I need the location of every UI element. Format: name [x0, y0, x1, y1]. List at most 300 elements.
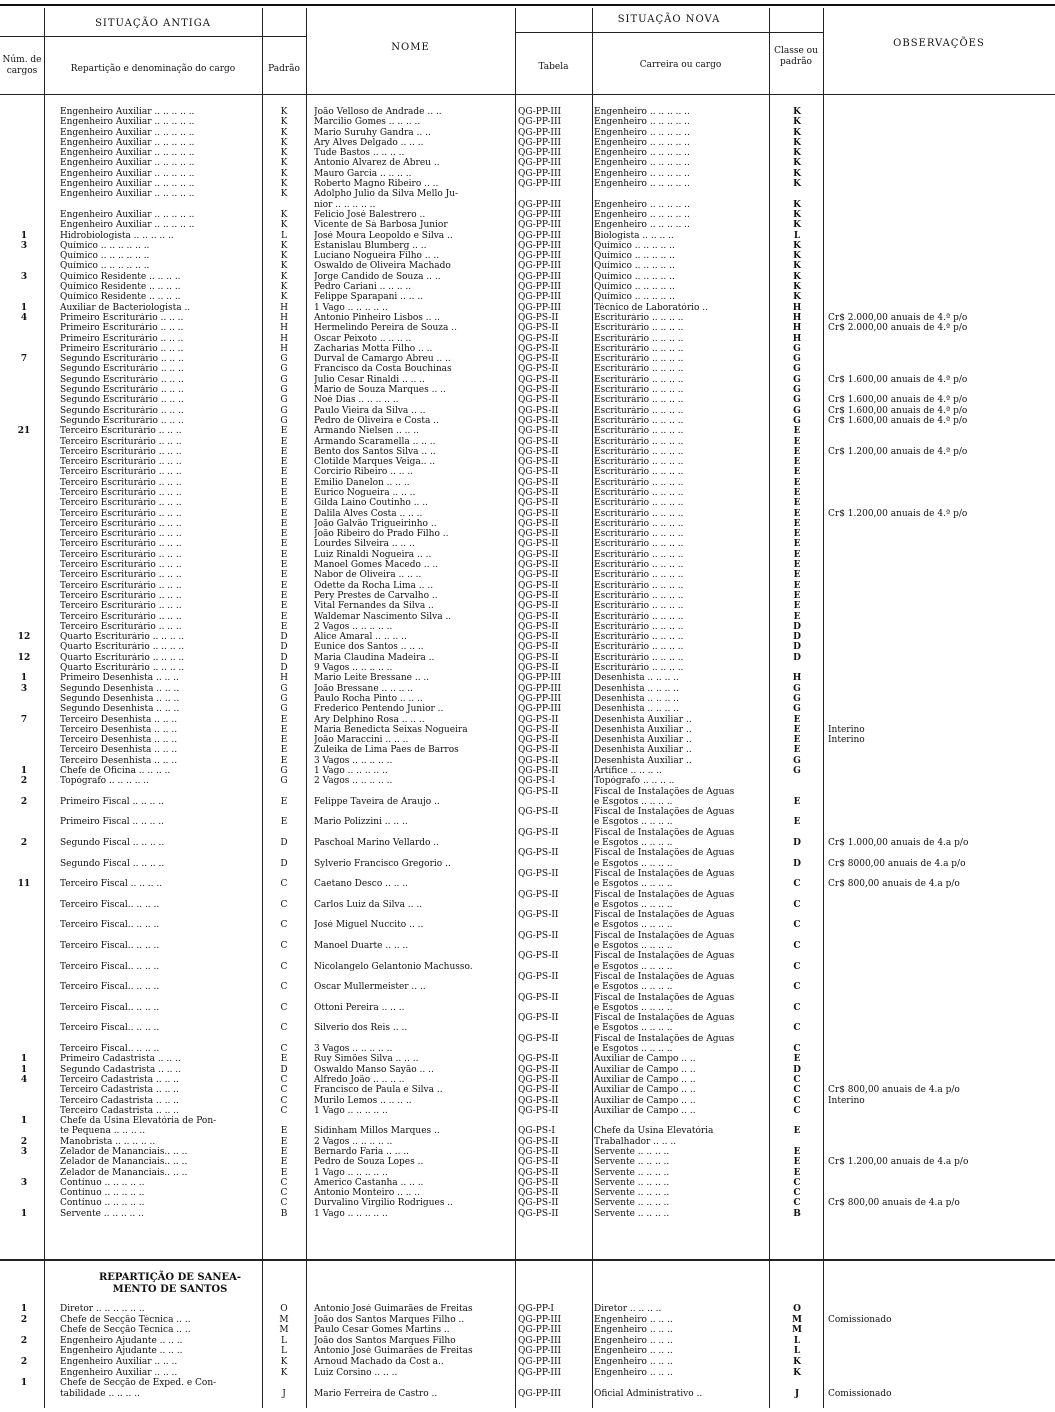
padrao-cell: C — [280, 1002, 288, 1013]
padrao-cell: C — [280, 1023, 288, 1034]
carreira-cell: Escriturário .. .. .. .. — [594, 652, 684, 663]
padrao-cell: C — [280, 1188, 288, 1199]
table-row — [0, 1054, 1055, 1064]
carreira-cell: Escriturário .. .. .. .. — [594, 477, 684, 488]
num-cargos-cell: 1 — [20, 1064, 28, 1075]
classe-cell: H — [792, 302, 802, 313]
nome-cell: Tude Bastos .. .. .. .. — [314, 148, 405, 159]
reparticao-cell: Terceiro Escriturário .. .. .. — [60, 467, 182, 478]
tabela-cell: QG-PS-II — [518, 621, 559, 632]
carreira-cell: Servente .. .. .. .. — [594, 1167, 670, 1178]
num-cargos-cell: 3 — [20, 1146, 28, 1157]
padrao-cell: E — [280, 467, 288, 478]
classe-cell: E — [793, 724, 801, 735]
table-row — [0, 1188, 1055, 1198]
table-row — [0, 797, 1055, 807]
padrao-cell: E — [280, 426, 288, 437]
num-cargos-cell: 1 — [20, 1116, 28, 1127]
padrao-cell: K — [280, 220, 288, 231]
carreira-cell: e Esgotos .. .. .. .. — [594, 1044, 673, 1055]
classe-cell: E — [793, 1126, 801, 1137]
table-row — [0, 406, 1055, 416]
padrao-cell: K — [280, 107, 288, 117]
num-cargos-cell: 2 — [20, 776, 28, 787]
table-row — [0, 303, 1055, 313]
table-row — [0, 900, 1055, 910]
padrao-cell: G — [280, 385, 288, 396]
reparticao-cell: Engenheiro Auxiliar .. .. .. .. .. — [60, 158, 195, 169]
padrao-cell: C — [280, 879, 288, 890]
tabela-cell: QG-PS-II — [518, 910, 559, 921]
carreira-cell: Químico .. .. .. .. .. — [594, 292, 675, 303]
reparticao-cell: Primeiro Escriturário .. .. .. — [60, 333, 184, 344]
table-row — [0, 745, 1055, 755]
header-observacoes: OBSERVAÇÕES — [893, 38, 985, 49]
nome-cell: Arnoud Machado da Cost a.. — [314, 1356, 444, 1367]
padrao-cell: D — [280, 652, 288, 663]
table-row — [0, 189, 1055, 199]
classe-cell: D — [793, 858, 801, 869]
carreira-cell: Escriturário .. .. .. .. — [594, 467, 684, 478]
padrao-cell: K — [280, 240, 288, 251]
nome-cell: Armando Scaramella .. .. .. — [314, 436, 436, 447]
nome-cell: José Miguel Nuccito .. .. — [314, 920, 424, 931]
header-bottom-rule — [0, 94, 1055, 95]
carreira-cell: Engenheiro .. .. .. — [594, 1346, 673, 1357]
classe-cell: E — [793, 529, 801, 540]
tabela-cell: QG-PS-II — [518, 1157, 559, 1168]
padrao-cell: C — [280, 1095, 288, 1106]
tabela-cell: QG-PS-II — [518, 1208, 559, 1219]
reparticao-cell: Primeiro Cadastrista .. .. .. — [60, 1054, 181, 1065]
padrao-cell: E — [280, 817, 288, 828]
classe-cell: C — [793, 1198, 801, 1209]
classe-cell: G — [793, 693, 801, 704]
num-cargos-cell: 11 — [17, 879, 31, 890]
tabela-cell: QG-PS-II — [518, 570, 559, 581]
table-row — [0, 385, 1055, 395]
classe-cell: E — [793, 714, 801, 725]
classe-cell: E — [793, 735, 801, 746]
carreira-cell: Desenhista .. .. .. .. — [594, 693, 679, 704]
nome-cell: Felicio José Balestrero .. — [314, 209, 426, 220]
reparticao-cell: Terceiro Fiscal.. .. .. .. — [60, 1002, 160, 1013]
reparticao-cell: Terceiro Escriturário .. .. .. — [60, 426, 182, 437]
padrao-cell: E — [280, 601, 288, 612]
carreira-cell: Engenheiro .. .. .. .. .. — [594, 137, 690, 148]
reparticao-cell: Químico .. .. .. .. .. .. — [60, 240, 150, 251]
tabela-cell: QG-PP-I — [518, 1304, 554, 1314]
nome-cell: Frederico Pentendo Junior .. — [314, 704, 444, 715]
nome-cell: José Moura Leopoldo e Silva .. — [314, 230, 453, 241]
carreira-cell: Servente .. .. .. .. — [594, 1146, 670, 1157]
classe-cell: K — [793, 292, 801, 303]
padrao-cell: H — [280, 302, 288, 313]
classe-cell: E — [793, 477, 801, 488]
table-row — [0, 313, 1055, 323]
reparticao-cell: Segundo Cadastrista .. .. .. — [60, 1064, 182, 1075]
tabela-cell: QG-PS-II — [518, 755, 559, 766]
reparticao-cell: Segundo Escriturário .. .. .. — [60, 374, 184, 385]
tabela-cell: QG-PP-III — [518, 1314, 562, 1325]
classe-cell: K — [793, 209, 801, 220]
classe-cell: H — [792, 312, 802, 323]
carreira-cell: Escriturário .. .. .. .. — [594, 590, 684, 601]
reparticao-cell: Segundo Desenhista .. .. .. — [60, 683, 180, 694]
table-row — [0, 993, 1055, 1003]
tabela-cell: QG-PS-II — [518, 1188, 559, 1199]
padrao-cell: E — [280, 1136, 288, 1147]
nome-cell: 1 Vago .. .. .. .. .. — [314, 1208, 388, 1219]
reparticao-cell: Terceiro Escriturário .. .. .. — [60, 560, 182, 571]
carreira-cell: Escriturário .. .. .. .. — [594, 323, 684, 334]
table-row — [0, 1085, 1055, 1095]
tabela-cell: QG-PS-II — [518, 827, 559, 838]
carreira-cell: Escriturário .. .. .. .. — [594, 333, 684, 344]
tabela-cell: QG-PP-III — [518, 168, 562, 179]
observacao-cell: Cr$ 1.200,00 anuais de 4.ª p/o — [828, 446, 968, 457]
nome-cell: Manoel Gomes Macedo .. .. — [314, 560, 439, 571]
carreira-cell: e Esgotos .. .. .. .. — [594, 961, 673, 972]
nome-cell: Ary Alves Delgado .. .. .. — [314, 137, 424, 148]
carreira-cell: Escriturário .. .. .. .. — [594, 457, 684, 468]
reparticao-cell: Servente .. .. .. .. .. — [60, 1208, 144, 1219]
tabela-cell: QG-PS-II — [518, 590, 559, 601]
table-row — [0, 210, 1055, 220]
tabela-cell: QG-PS-II — [518, 436, 559, 447]
classe-cell: G — [793, 354, 801, 365]
table-row — [0, 663, 1055, 673]
table-row — [0, 776, 1055, 786]
nome-cell: Antonio Alvarez de Abreu .. — [314, 158, 440, 169]
table-row — [0, 1168, 1055, 1178]
table-row — [0, 879, 1055, 889]
classe-cell: C — [793, 1044, 801, 1055]
carreira-cell: Escriturário .. .. .. .. — [594, 374, 684, 385]
reparticao-cell: Segundo Desenhista .. .. .. — [60, 704, 180, 715]
reparticao-cell: Terceiro Fiscal.. .. .. .. — [60, 961, 160, 972]
carreira-cell: Escriturário .. .. .. .. — [594, 364, 684, 375]
carreira-cell: Escriturário .. .. .. .. — [594, 343, 684, 354]
reparticao-cell: Quarto Escriturário .. .. .. .. — [60, 642, 185, 653]
table-row — [0, 169, 1055, 179]
reparticao-cell: Zelador de Mananciais.. .. .. — [60, 1146, 188, 1157]
reparticao-cell: Chefe de Oficina .. .. .. .. — [60, 766, 171, 776]
reparticao-cell: Engenheiro Auxiliar .. .. .. — [60, 1367, 178, 1378]
carreira-cell: Químico .. .. .. .. .. — [594, 251, 675, 262]
reparticao-cell: Terceiro Escriturário .. .. .. — [60, 457, 182, 468]
observacao-cell: Cr$ 2.000,00 anuais de 4.ª p/o — [828, 312, 968, 323]
classe-cell: K — [793, 1367, 801, 1378]
carreira-cell: Escriturário .. .. .. .. — [594, 395, 684, 406]
classe-cell: E — [793, 436, 801, 447]
reparticao-cell: Contínuo .. .. .. .. .. — [60, 1177, 145, 1188]
carreira-cell: Engenheiro .. .. .. .. .. — [594, 148, 690, 159]
carreira-cell: e Esgotos .. .. .. .. — [594, 796, 673, 807]
nome-cell: João Maraccini .. .. .. — [314, 735, 409, 746]
padrao-cell: G — [280, 364, 288, 375]
table-row — [0, 704, 1055, 714]
tabela-cell: QG-PS-II — [518, 1033, 559, 1044]
reparticao-cell: Químico Residente .. .. .. .. — [60, 292, 181, 303]
nome-cell: 1 Vago .. .. .. .. .. — [314, 302, 388, 313]
reparticao-cell: Terceiro Escriturário .. .. .. — [60, 477, 182, 488]
num-cargos-cell: 3 — [20, 683, 28, 694]
reparticao-cell: Terceiro Cadastrista .. .. .. — [60, 1074, 179, 1085]
tabela-cell: QG-PS-II — [518, 1085, 559, 1096]
classe-cell: D — [793, 652, 801, 663]
classe-cell: D — [793, 1064, 801, 1075]
num-cargos-cell: 2 — [20, 838, 28, 849]
observacao-cell: Cr$ 1.200,00 anuais de 4.a p/o — [828, 1157, 969, 1168]
classe-cell: E — [793, 498, 801, 509]
reparticao-cell: Terceiro Escriturário .. .. .. — [60, 487, 182, 498]
carreira-cell: Escriturário .. .. .. .. — [594, 487, 684, 498]
reparticao-cell: Primeiro Desenhista .. .. .. — [60, 673, 179, 684]
reparticao-cell: Terceiro Escriturário .. .. .. — [60, 529, 182, 540]
reparticao-cell: Terceiro Fiscal.. .. .. .. — [60, 941, 160, 952]
table-row — [0, 117, 1055, 127]
section-separator — [0, 1259, 1055, 1261]
carreira-cell: Engenheiro .. .. .. .. .. — [594, 179, 690, 190]
reparticao-cell: Químico .. .. .. .. .. .. — [60, 251, 150, 262]
classe-cell: C — [793, 1188, 801, 1199]
table-row — [0, 1315, 1055, 1326]
classe-cell: H — [792, 323, 802, 334]
nome-cell: 1 Vago .. .. .. .. .. — [314, 1105, 388, 1116]
carreira-cell: Engenheiro .. .. .. .. .. — [594, 199, 690, 210]
classe-cell: E — [793, 745, 801, 756]
reparticao-cell: Terceiro Escriturário .. .. .. — [60, 549, 182, 560]
nome-cell: Noé Dias .. .. .. .. .. — [314, 395, 399, 406]
nome-cell: Sylverio Francisco Gregorio .. — [314, 858, 451, 869]
padrao-cell: E — [280, 477, 288, 488]
padrao-cell: K — [280, 209, 288, 220]
carreira-cell: Escriturário .. .. .. .. — [594, 415, 684, 426]
padrao-cell: L — [281, 230, 287, 241]
classe-cell: K — [793, 117, 801, 128]
observacao-cell: Cr$ 1.600,00 anuais de 4.ª p/o — [828, 374, 968, 385]
tabela-cell: QG-PS-II — [518, 848, 559, 859]
carreira-cell: Escriturário .. .. .. .. — [594, 498, 684, 509]
table-row — [0, 694, 1055, 704]
reparticao-cell: Primeiro Escriturário .. .. .. — [60, 323, 184, 334]
tabela-cell: QG-PS-II — [518, 508, 559, 519]
table-row — [0, 231, 1055, 241]
tabela-cell: QG-PS-II — [518, 1013, 559, 1024]
classe-cell: G — [793, 755, 801, 766]
observacao-cell: Cr$ 800,00 anuais de 4.a p/o — [828, 879, 960, 890]
tabela-cell: QG-PS-II — [518, 385, 559, 396]
classe-cell: E — [793, 1146, 801, 1157]
carreira-cell: Biologista .. .. .. .. — [594, 230, 674, 241]
carreira-cell: Fiscal de Instalações de Águas — [594, 786, 735, 797]
carreira-cell: Escriturário .. .. .. .. — [594, 549, 684, 560]
table-row — [0, 962, 1055, 972]
tabela-cell: QG-PS-II — [518, 477, 559, 488]
tabela-cell: QG-PP-III — [518, 148, 562, 159]
nome-cell: Mario de Souza Marques .. .. — [314, 385, 446, 396]
nome-cell: Ottoni Pereira .. .. .. — [314, 1002, 405, 1013]
table-row — [0, 1304, 1055, 1315]
padrao-cell: H — [280, 673, 288, 684]
table-row — [0, 828, 1055, 838]
nome-cell: Luiz Rinaldi Nogueira .. .. — [314, 549, 432, 560]
carreira-cell: Escriturário .. .. .. .. — [594, 529, 684, 540]
carreira-cell: Escriturário .. .. .. .. — [594, 508, 684, 519]
tabela-cell: QG-PS-I — [518, 776, 555, 787]
carreira-cell: Fiscal de Instalações de Águas — [594, 868, 735, 879]
padrao-cell: E — [280, 1126, 288, 1137]
padrao-cell: E — [280, 590, 288, 601]
tabela-cell: QG-PS-II — [518, 632, 559, 643]
carreira-cell: Escriturário .. .. .. .. — [594, 405, 684, 416]
reparticao-cell: Chefe de Secção Técnica .. .. — [60, 1314, 191, 1325]
nome-cell: Nicolangelo Gelantonio Machusso. — [314, 961, 473, 972]
table-row — [0, 756, 1055, 766]
observacao-cell: Cr$ 1.200,00 anuais de 4.ª p/o — [828, 508, 968, 519]
tabela-cell: QG-PP-III — [518, 292, 562, 303]
table-row — [0, 200, 1055, 210]
tabela-cell: QG-PP-III — [518, 1335, 562, 1346]
nome-cell: João Velloso de Andrade .. .. — [314, 107, 442, 117]
nome-cell: Paulo Cesar Gomes Martins .. — [314, 1325, 450, 1336]
nome-cell: Vital Fernandes da Silva .. — [314, 601, 434, 612]
tabela-cell: QG-PS-II — [518, 467, 559, 478]
reparticao-cell: Terceiro Cadastrista .. .. .. — [60, 1095, 179, 1106]
carreira-cell: Escriturário .. .. .. .. — [594, 446, 684, 457]
reparticao-cell: Engenheiro Auxiliar .. .. .. .. .. — [60, 209, 195, 220]
tabela-cell: QG-PP-III — [518, 230, 562, 241]
tabela-cell: QG-PS-II — [518, 333, 559, 344]
nome-cell: João Bressane .. .. .. .. — [314, 683, 413, 694]
nome-cell: Carlos Luiz da Silva .. .. — [314, 899, 423, 910]
carreira-cell: Engenheiro .. .. .. .. .. — [594, 107, 690, 117]
num-cargos-cell: 3 — [20, 271, 28, 282]
table-row — [0, 560, 1055, 570]
carreira-cell: Desenhista Auxiliar .. — [594, 714, 692, 725]
tabela-cell: QG-PS-II — [518, 539, 559, 550]
padrao-cell: K — [280, 292, 288, 303]
tabela-cell: QG-PS-II — [518, 529, 559, 540]
carreira-cell: Escriturário .. .. .. .. — [594, 539, 684, 550]
carreira-cell: Fiscal de Instalações de Águas — [594, 1033, 735, 1044]
carreira-cell: Engenheiro .. .. .. .. .. — [594, 220, 690, 231]
tabela-cell: QG-PS-II — [518, 1074, 559, 1085]
table-row — [0, 1116, 1055, 1126]
nome-cell: Bernardo Faria .. .. .. — [314, 1146, 410, 1157]
reparticao-cell: Terceiro Desenhista .. .. .. — [60, 755, 178, 766]
padrao-cell: E — [280, 529, 288, 540]
carreira-cell: Desenhista Auxiliar .. — [594, 724, 692, 735]
classe-cell: G — [793, 385, 801, 396]
padrao-cell: K — [280, 148, 288, 159]
classe-cell: C — [793, 920, 801, 931]
classe-cell: C — [793, 982, 801, 993]
carreira-cell: Servente .. .. .. .. — [594, 1157, 670, 1168]
padrao-cell: K — [280, 168, 288, 179]
classe-cell: D — [793, 621, 801, 632]
carreira-cell: Desenhista Auxiliar .. — [594, 735, 692, 746]
table-row — [0, 457, 1055, 467]
nome-cell: 9 Vagos .. .. .. .. .. — [314, 663, 393, 674]
nome-cell: Antonio José Guimarães de Freitas — [314, 1304, 473, 1314]
table-row — [0, 354, 1055, 364]
header-rule-left — [0, 36, 306, 37]
table-row — [0, 1357, 1055, 1368]
classe-cell: C — [793, 941, 801, 952]
nome-cell: Zuleika de Lima Paes de Barros — [314, 745, 459, 756]
carreira-cell: Escriturário .. .. .. .. — [594, 518, 684, 529]
tabela-cell: QG-PP-III — [518, 127, 562, 138]
num-cargos-cell: 21 — [17, 426, 31, 437]
padrao-cell: K — [280, 189, 288, 200]
carreira-cell: Escriturário .. .. .. .. — [594, 601, 684, 612]
tabela-cell: QG-PS-II — [518, 642, 559, 653]
padrao-cell: K — [280, 261, 288, 272]
carreira-cell: Químico .. .. .. .. .. — [594, 240, 675, 251]
carreira-cell: e Esgotos .. .. .. .. — [594, 982, 673, 993]
reparticao-cell: Terceiro Escriturário .. .. .. — [60, 508, 182, 519]
tabela-cell: QG-PS-II — [518, 312, 559, 323]
nome-cell: Durvalino Virgilio Rodrigues .. — [314, 1198, 454, 1209]
table-row — [0, 931, 1055, 941]
classe-cell: K — [793, 137, 801, 148]
nome-cell: 2 Vagos .. .. .. .. .. — [314, 776, 393, 787]
reparticao-cell: Segundo Escriturário .. .. .. — [60, 415, 184, 426]
carreira-cell: e Esgotos .. .. .. .. — [594, 941, 673, 952]
classe-cell: K — [793, 261, 801, 272]
nome-cell: Gilda Laino Coutinho .. .. — [314, 498, 429, 509]
carreira-cell: Fiscal de Instalações de Águas — [594, 951, 735, 962]
carreira-cell: Escriturário .. .. .. .. — [594, 385, 684, 396]
nome-cell: Maria Claudina Madeira .. — [314, 652, 435, 663]
tabela-cell: QG-PS-II — [518, 1054, 559, 1065]
tabela-cell: QG-PS-II — [518, 766, 559, 776]
classe-cell: C — [793, 1023, 801, 1034]
padrao-cell: E — [280, 508, 288, 519]
carreira-cell: Fiscal de Instalações de Águas — [594, 827, 735, 838]
padrao-cell: G — [280, 354, 288, 365]
tabela-cell: QG-PP-III — [518, 1367, 562, 1378]
header-carreira: Carreira ou cargo — [639, 60, 722, 70]
padrao-cell: E — [280, 745, 288, 756]
padrao-cell: K — [280, 282, 288, 293]
padrao-cell: D — [280, 642, 288, 653]
nome-cell: Sidinham Millos Marques .. — [314, 1126, 440, 1137]
reparticao-cell: Zelador de Mananciais.. .. .. — [60, 1157, 188, 1168]
classe-cell: E — [793, 817, 801, 828]
nome-cell: Mario Suruhy Gandra .. .. — [314, 127, 431, 138]
nome-cell: Oswaldo Manso Sayão .. .. — [314, 1064, 434, 1075]
reparticao-cell: Segundo Desenhista .. .. .. — [60, 693, 180, 704]
reparticao-cell: Diretor .. .. .. .. .. .. — [60, 1304, 145, 1314]
nome-cell: Corcirio Ribeiro .. .. .. — [314, 467, 414, 478]
table-row — [0, 1096, 1055, 1106]
reparticao-cell: Segundo Escriturário .. .. .. — [60, 354, 184, 365]
table-row — [0, 1003, 1055, 1013]
carreira-cell: Escriturário .. .. .. .. — [594, 632, 684, 643]
carreira-cell: Fiscal de Instalações de Águas — [594, 889, 735, 900]
classe-cell: C — [793, 961, 801, 972]
nome-cell: Oscar Mullermeister .. .. — [314, 982, 426, 993]
nome-cell: Felippe Sparapani .. .. .. — [314, 292, 424, 303]
carreira-cell: Engenheiro .. .. .. .. .. — [594, 209, 690, 220]
carreira-cell: e Esgotos .. .. .. .. — [594, 858, 673, 869]
table-row — [0, 550, 1055, 560]
classe-cell: G — [793, 683, 801, 694]
padrao-cell: M — [279, 1325, 289, 1336]
